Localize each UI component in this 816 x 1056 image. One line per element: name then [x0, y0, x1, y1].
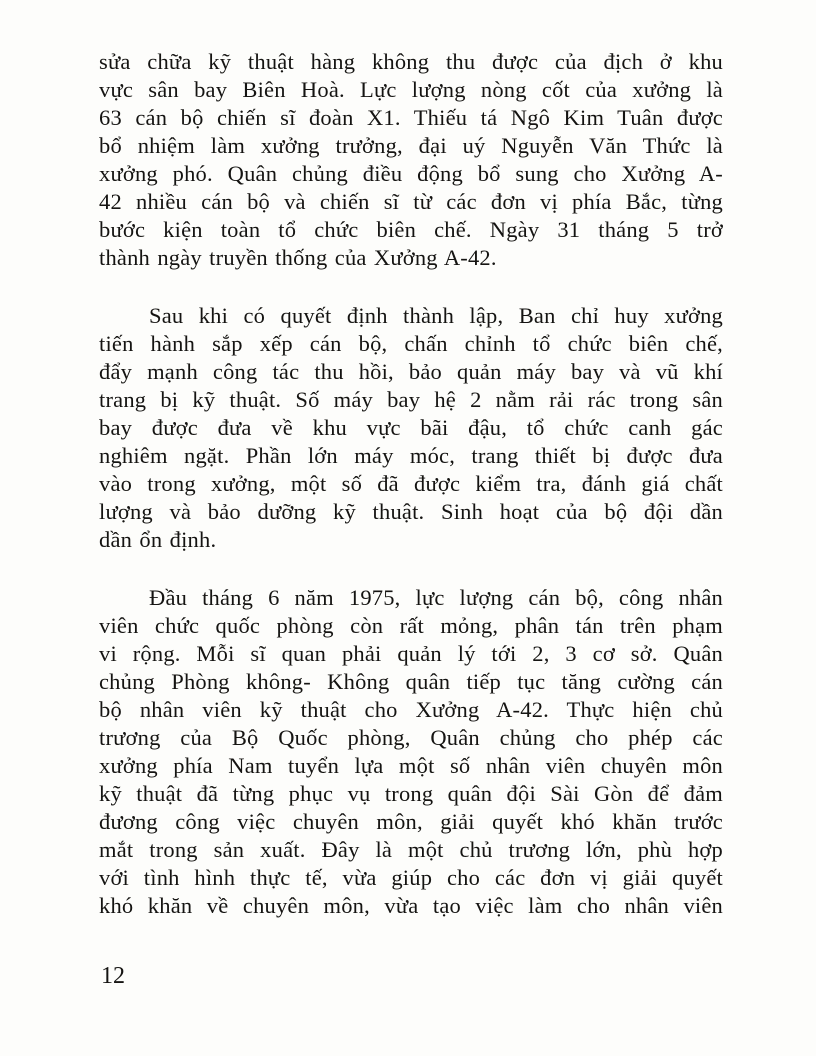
- text-line: tiến hành sắp xếp cán bộ, chấn chỉnh tổ chức biên chế,: [99, 331, 723, 356]
- text-line: với tình hình thực tế, vừa giúp cho các đơn vị giải quyết: [99, 865, 723, 890]
- text-line: dần ổn định.: [99, 527, 217, 552]
- text-line: đương công việc chuyên môn, giải quyết khó khăn trước: [99, 809, 723, 834]
- text-line: xưởng phía Nam tuyển lựa một số nhân viên chuyên môn: [99, 753, 723, 778]
- text-line: bước kiện toàn tổ chức biên chế. Ngày 31 tháng 5 trở: [99, 217, 723, 242]
- paragraph: [99, 584, 723, 920]
- text-line: thành ngày truyền thống của Xưởng A-42.: [99, 245, 497, 270]
- text-line: vi rộng. Mỗi sĩ quan phải quản lý tới 2, 3 cơ sở. Quân: [99, 641, 723, 666]
- page-number: 12: [101, 963, 125, 989]
- text-line: vào trong xưởng, một số đã được kiểm tra, đánh giá chất: [99, 471, 723, 496]
- text-line: lượng và bảo dưỡng kỹ thuật. Sinh hoạt của bộ đội dần: [99, 499, 723, 524]
- paragraph: [99, 48, 723, 272]
- text-line: Đầu tháng 6 năm 1975, lực lượng cán bộ, công nhân: [149, 585, 723, 610]
- text-line: nghiêm ngặt. Phần lớn máy móc, trang thiết bị được đưa: [99, 443, 723, 468]
- text-line: sửa chữa kỹ thuật hàng không thu được của địch ở khu: [99, 49, 723, 74]
- text-line: bay được đưa về khu vực bãi đậu, tổ chức canh gác: [99, 415, 723, 440]
- text-line: vực sân bay Biên Hoà. Lực lượng nòng cốt của xưởng là: [99, 77, 723, 102]
- text-line: trương của Bộ Quốc phòng, Quân chủng cho phép các: [99, 725, 723, 750]
- text-line: mắt trong sản xuất. Đây là một chủ trương lớn, phù hợp: [99, 837, 723, 862]
- text-line: đẩy mạnh công tác thu hồi, bảo quản máy bay và vũ khí: [99, 359, 723, 384]
- text-line: trang bị kỹ thuật. Số máy bay hệ 2 nằm rải rác trong sân: [99, 387, 723, 412]
- paragraph: [99, 302, 723, 554]
- text-line: kỹ thuật đã từng phục vụ trong quân đội Sài Gòn để đảm: [99, 781, 723, 806]
- text-line: Sau khi có quyết định thành lập, Ban chỉ huy xưởng: [149, 303, 723, 328]
- text-line: bổ nhiệm làm xưởng trưởng, đại uý Nguyễn Văn Thức là: [99, 133, 723, 158]
- text-line: bộ nhân viên kỹ thuật cho Xưởng A-42. Thực hiện chủ: [99, 697, 723, 722]
- text-line: 42 nhiều cán bộ và chiến sĩ từ các đơn vị phía Bắc, từng: [99, 189, 723, 214]
- text-line: 63 cán bộ chiến sĩ đoàn X1. Thiếu tá Ngô Kim Tuân được: [99, 105, 723, 130]
- page-body: [99, 48, 723, 950]
- text-line: chủng Phòng không- Không quân tiếp tục tăng cường cán: [99, 669, 723, 694]
- text-line: viên chức quốc phòng còn rất mỏng, phân tán trên phạm: [99, 613, 723, 638]
- text-line: khó khăn về chuyên môn, vừa tạo việc làm cho nhân viên: [99, 893, 723, 918]
- text-line: xưởng phó. Quân chủng điều động bổ sung cho Xưởng A-: [99, 161, 723, 186]
